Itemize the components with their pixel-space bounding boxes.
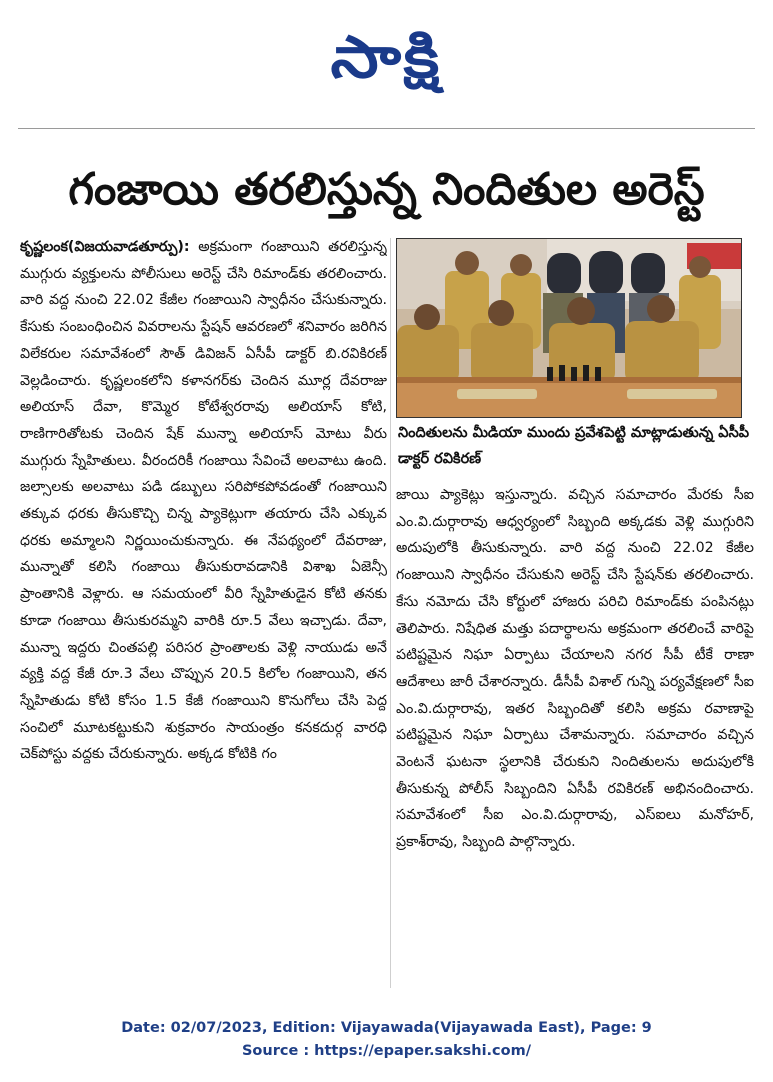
sakshi-logo: సాక్షి [330,23,442,91]
news-photo [396,238,742,418]
edition-info: Date: 02/07/2023, Edition: Vijayawada(Vijayawada East), Page: 9 [121,1020,652,1036]
article-headline: గంజాయి తరలిస్తున్న నిందితుల అరెస్ట్ [68,164,705,215]
masthead-divider [18,128,755,129]
article-dateline: కృష్ణలంక(విజయవాడతూర్పు): [20,239,190,255]
police-press-meet-photo [397,239,741,417]
masthead [0,18,773,96]
source-link[interactable]: Source : https://epaper.sakshi.com/ [241,1043,532,1059]
article-body-left: అక్రమంగా గంజాయిని తరలిస్తున్న ముగ్గురు వ్యక్తులను పోలీసులు అరెస్ట్ చేసి రిమాండ్‌కు తరలించారు. వారి వద్ద నుంచి 22.02 కేజీల గంజాయిని స్వాధీనం చేసుకున్నారు. కేసుకు సంబంధించిన వివరాలను స్టేషన్ ఆవరణలో శనివారం జరిగిన విలేకరుల సమావేశంలో సౌత్ డివిజన్ ఏసీపీ డాక్టర్ బి.రవికిరణ్ వెల్లడించారు. కృష్ణలంకలోని కళానగర్‌కు చెందిన మూర్ల దేవరాజు అలియాస్ దేవా, కొమ్మెర కోటేశ్వరరావు అలియాస్ కోటి, రాణిగారితోటకు చెందిన షేక్ మున్నా అలియాస్ మోటు వీరు ముగ్గురు స్నేహితులు. వీరందరికీ గంజాయి సేవించే అలవాటు ఉంది. జల్సాలకు అలవాటు పడి డబ్బులు సరిపోకపోవడంతో గంజాయిని తక్కువ ధరకు తీసుకొచ్చి చిన్న ప్యాకెట్లుగా తయారు చేసి ఎక్కువ ధరకు అమ్మాలని నిర్ణయించుకున్నారు. ఈ నేపథ్యంలో దేవరాజు, మున్నాతో కలిసి గంజాయి తీసుకురావడానికి విశాఖ ఏజెన్సీ ప్రాంతానికి వెళ్లారు. ఆ సమయంలో వీరి స్నేహితుడైన కోటి తనకు కూడా గంజాయి తీసుకురమ్మని వారికి రూ.5 వేలు ఇచ్చాడు. దేవా, మున్నా ఇద్దరు చింతపల్లి పరిసర ప్రాంతాలకు వెళ్లి నాయుడు అనే వ్యక్తి వద్ద కేజీ రూ.3 వేలు చొప్పున 20.5 కిలోల గంజాయిని, తన స్నేహితుడు కోటి కోసం 1.5 కేజీ గంజాయిని కొనుగోలు చేసి పెద్ద సంచిలో మూటకట్టుకుని శుక్రవారం సాయంత్రం కనకదుర్గ వారధి చెక్‌పోస్టు వద్దకు చేరుకున్నారు. అక్కడ కోటికి గం [20,239,387,763]
article-column-right: జాయి ప్యాకెట్లు ఇస్తున్నారు. వచ్చిన సమాచారం మేరకు సీఐ ఎం.వి.దుర్గారావు ఆధ్వర్యంలో సిబ్బంది అక్కడకు వెళ్లి ముగ్గురిని అదుపులోకి తీసుకున్నారు. వారి వద్ద నుంచి 22.02 కేజీల గంజాయిని స్వాధీనం చేసుకుని అరెస్ట్ చేసి స్టేషన్‌కు తరలించారు. కేసు నమోదు చేసి కోర్టులో హాజరు పరిచి రిమాండ్‌కు పంపినట్లు తెలిపారు. నిషేధిత మత్తు పదార్థాలను అక్రమంగా తరలించే వారిపై పటిష్టమైన నిఘా ఏర్పాటు చేయాలని నగర సీపీ టీకే రాణా ఆదేశాలు జారీ చేశారన్నారు. డీసీపీ విశాల్ గున్ని పర్యవేక్షణలో సీఐ ఎం.వి.దుర్గారావు, ఇతర సిబ్బందితో కలిసి అక్రమ రవాణాపై పటిష్టమైన నిఘా ఏర్పాటు చేశామన్నారు. సమాచారం వచ్చిన వెంటనే ఘటనా స్థలానికి చేరుకుని నిందితులను అదుపులోకి తీసుకున్న పోలీస్ సిబ్బందిని ఏసీపీ రవికిరణ్ అభినందించారు. సమావేశంలో సీఐ ఎం.వి.దుర్గారావు, ఎస్ఐలు మనోహర్, ప్రకాశ్‌రావు, సిబ్బంది పాల్గొన్నారు. [396,487,754,851]
column-divider [390,238,391,988]
article-column-left [20,234,387,996]
photo-caption: నిందితులను మీడియా ముందు ప్రవేశపెట్టి మాట్లాడుతున్న ఏసీపీ డాక్టర్ రవికిరణ్ [398,425,750,467]
